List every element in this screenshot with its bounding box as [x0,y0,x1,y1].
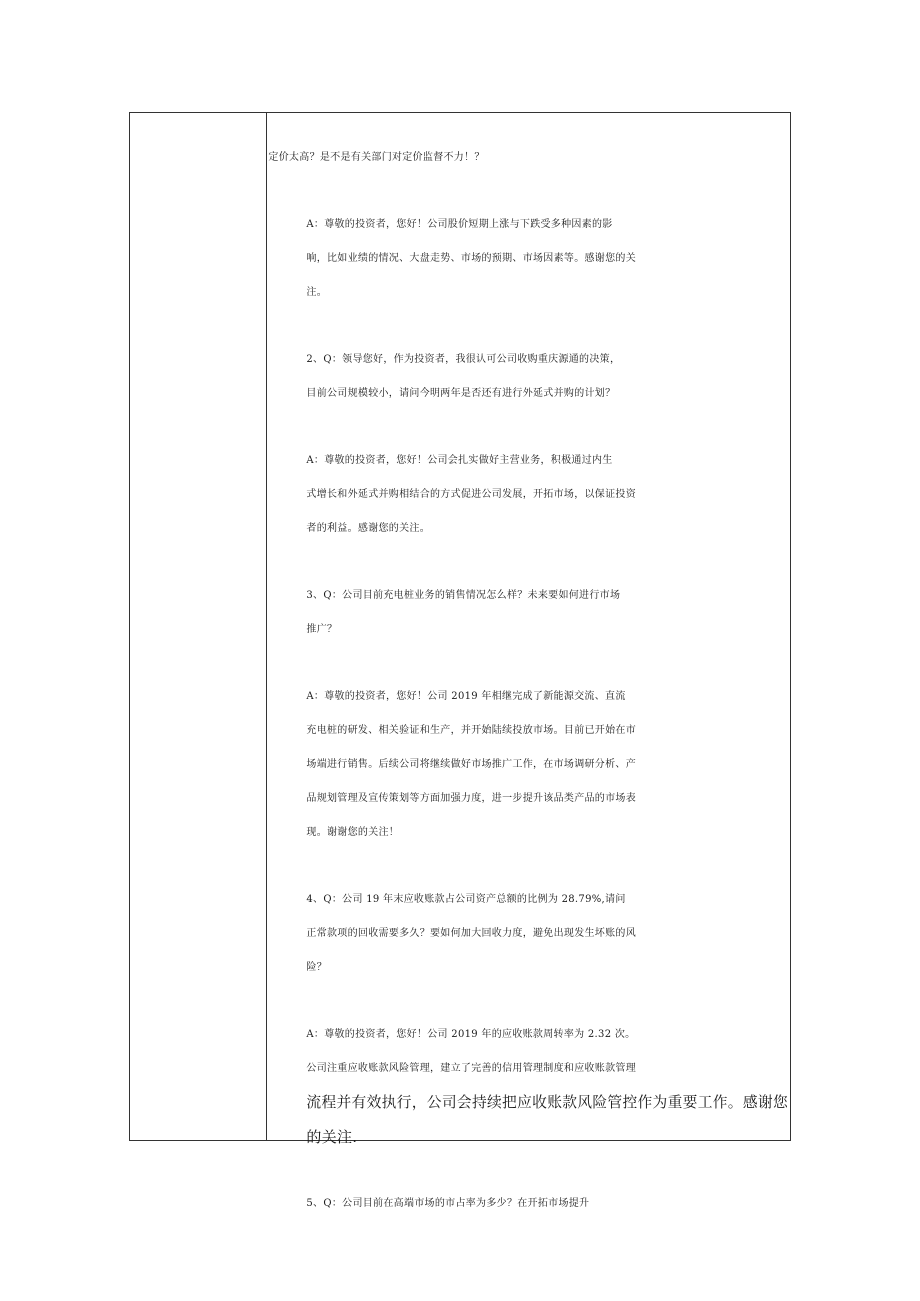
paragraph-line: 3、Q：公司目前充电桩业务的销售情况怎么样？未来要如何进行市场 [306,590,621,601]
paragraph-line: 现。谢谢您的关注！ [306,827,400,838]
paragraph-line: 险？ [306,962,327,973]
paragraph-line: 正常款项的回收需要多久？要如何加大回收力度，避免出现发生坏账的风 [306,928,636,939]
paragraph-line: 目前公司规模较小，请问今明两年是否还有进行外延式并购的计划？ [306,388,616,399]
qa-table [129,112,791,1209]
paragraph-line: 者的利益。感谢您的关注。 [306,523,430,534]
qa-paragraph [268,444,788,546]
paragraph-line: 2、Q：领导您好，作为投资者，我很认可公司收购重庆源通的决策， [306,354,621,365]
table-left-cell [130,113,267,1140]
qa-paragraph [268,680,788,850]
paragraph-line: 4、Q：公司 19 年末应收账款占公司资产总额的比例为 28.79%,请问 [306,894,626,905]
paragraph-line: 定价太高？是不是有关部门对定价监督不力！？ [268,152,485,163]
paragraph-line: A：尊敬的投资者，您好！公司 2019 年相继完成了新能源交流、直流 [306,691,626,702]
qa-paragraph [268,141,788,175]
paragraph-line: A：尊敬的投资者，您好！公司会扎实做好主营业务，积极通过内生 [306,455,613,466]
paragraph-line: 的关注. [306,1128,358,1146]
table-right-cell [267,113,790,1209]
paragraph-line: 公司注重应收账款风险管理，建立了完善的信用管理制度和应收账款管理 [306,1063,636,1074]
paragraph-line: A：尊敬的投资者，您好！公司股价短期上涨与下跌受多种因素的影 [306,219,613,230]
paragraph-line: A：尊敬的投资者，您好！公司 2019 年的应收账款周转率为 2.32 次。 [306,1029,636,1040]
paragraph-line: 响，比如业绩的情况、大盘走势、市场的预期、市场因素等。感谢您的关 [306,253,636,264]
qa-paragraph [268,883,788,985]
qa-paragraph [268,1187,788,1221]
qa-paragraph [268,343,788,411]
qa-paragraph [268,208,788,310]
qa-paragraph [268,1018,788,1154]
paragraph-line: 充电桩的研发、相关验证和生产，并开始陆续投放市场。目前已开始在市 [306,725,636,736]
paragraph-line: 品规划管理及宣传策划等方面加强力度，进一步提升该品类产品的市场表 [306,793,636,804]
paragraph-line: 5、Q：公司目前在高端市场的市占率为多少？在开拓市场提升 [306,1198,590,1209]
paragraph-line: 注。 [306,287,327,298]
paragraph-line: 场端进行销售。后续公司将继续做好市场推广工作，在市场调研分析、产 [306,759,636,770]
qa-paragraph [268,579,788,647]
paragraph-line: 流程并有效执行，公司会持续把应收账款风险管控作为重要工作。感谢您 [306,1094,788,1111]
paragraph-line: 式增长和外延式并购相结合的方式促进公司发展，开拓市场，以保证投资 [306,489,636,500]
paragraph-line: 推广？ [306,624,338,635]
